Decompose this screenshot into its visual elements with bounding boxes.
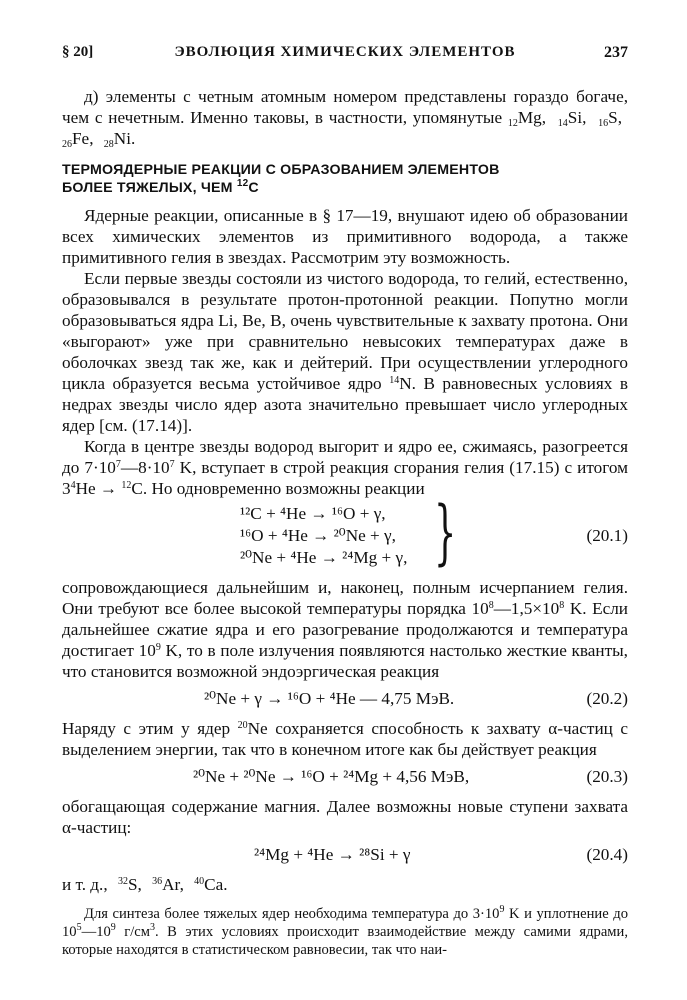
paragraph-6: обогащающая содержание магния. Далее возможны новые ступени захвата α-частиц: [62, 797, 628, 837]
equation-20-3 [62, 766, 628, 790]
element-item: $_{14}$Si, [557, 108, 587, 129]
paragraph-1: Ядерные реакции, описанные в § 17—19, внушают идею об образовании всех химических элементов из примитивного водорода, а также примитивного гелия в звездах. Рассмотрим эту возможность. [62, 206, 628, 267]
paragraph-3: Когда в центре звезды водород выгорит и ядро ее, сжимаясь, разогреется до $7\cdot 10^7—8\cdot 10^7$ K, вступает в строй реакция сгорания гелия (17.15) с итогом $3^4He \to ^{12}C$. Но одновременно возможны реакции [62, 437, 628, 498]
heading-line-2: БОЛЕЕ ТЯЖЕЛЫХ, ЧЕМ $^{12}$C [62, 178, 259, 196]
equation-line: ²⁰Ne + ⁴He → ²⁴Mg + γ, [240, 548, 408, 567]
paragraph-2: Если первые звезды состояли из чистого водорода, то гелий, естественно, образовывался в результате протон-протонной реакции. Попутно могли образовываться ядра Li, Be, B, очень чувствительные к захвату протона. Они «выгорают» уже при сравнительно невысоких температурах даже в оболочках звезд так же, как и дейтерий. При осуществлении углеродного цикла образуется весьма устойчивое ядро $^{14}$N. В равновесных условиях в недрах звезды число ядер азота значительно превышает число углеродных ядер [см. (17.14)]. [62, 269, 628, 435]
equation-formula: ²⁰Ne + ²⁰Ne → ¹⁶O + ²⁴Mg + 4,56 МэВ, [193, 767, 470, 786]
equation-line: ¹²C + ⁴He → ¹⁶O + γ, [240, 504, 386, 523]
isotope-item: $^{32}$S, [117, 875, 142, 894]
equation-number: (20.4) [586, 845, 628, 864]
equation-20-4 [62, 844, 628, 868]
intro-text: д) элементы с четным атомным номером представлены гораздо богаче, чем с нечетным. Именно таковы, в частности, упомянутые [62, 87, 628, 127]
etc-line: и т. д., $^{32}$S, $^{36}$Ar, $^{40}$Ca. [62, 875, 228, 894]
section-heading [62, 161, 628, 197]
section-ref: § 20] [62, 44, 94, 60]
heading-line-1: ТЕРМОЯДЕРНЫЕ РЕАКЦИИ С ОБРАЗОВАНИЕМ ЭЛЕМЕНТОВ [62, 162, 500, 178]
element-item: $_{26}$Fe, [62, 129, 94, 150]
equation-number: (20.2) [586, 689, 628, 708]
equation-lines [240, 503, 407, 569]
equation-number: (20.1) [586, 526, 628, 545]
equation-formula: ²⁴Mg + ⁴He → ²⁸Si + γ [254, 845, 411, 864]
element-item: $_{12}$Mg, [507, 108, 547, 129]
equation-number: (20.3) [586, 767, 628, 786]
isotope-item: $^{40}$Ca. [194, 875, 228, 894]
element-item: $_{16}$S, [598, 108, 623, 129]
header-title: ЭВОЛЮЦИЯ ХИМИЧЕСКИХ ЭЛЕМЕНТОВ [174, 44, 516, 60]
element-item: $_{28}$Ni. [103, 129, 136, 150]
intro-paragraph [62, 86, 628, 149]
running-header [62, 44, 628, 68]
paragraph-5: Наряду с этим у ядер $^{20}$Ne сохраняется способность к захвату α-частиц с выделением энергии, так что в конечном итоге как бы действует реакция [62, 719, 629, 759]
paragraph-4: сопровождающиеся дальнейшим и, наконец, полным исчерпанием гелия. Они требуют все более высокой температуры порядка $10^8—1,5\times 10^8$ K. Если дальнейшее сжатие ядра и его разогревание продолжаются и температура достигает $10^9$ K, то в поле излучения появляются настолько жесткие кванты, что становится возможной эндоэргическая реакция [62, 578, 628, 681]
isotope-item: $^{36}$Ar, [152, 875, 184, 894]
small-print-paragraph: Для синтеза более тяжелых ядер необходима температура до $3\cdot 10^9$ K и уплотнение до $10^5—10^9$ $г/см^3$. В этих условиях происходит взаимодействие между самими ядрами, которые находятся в статистическом равновесии, так что наи- [62, 904, 628, 958]
equation-system-20-1 [62, 491, 628, 573]
equation-line: ¹⁶O + ⁴He → ²⁰Ne + γ, [240, 526, 396, 545]
page-body [62, 86, 628, 959]
equation-formula: ²⁰Ne + γ → ¹⁶O + ⁴He — 4,75 МэВ. [204, 689, 455, 708]
equation-20-2 [62, 688, 628, 712]
page-number: 237 [604, 44, 628, 61]
right-brace: } [434, 491, 457, 573]
